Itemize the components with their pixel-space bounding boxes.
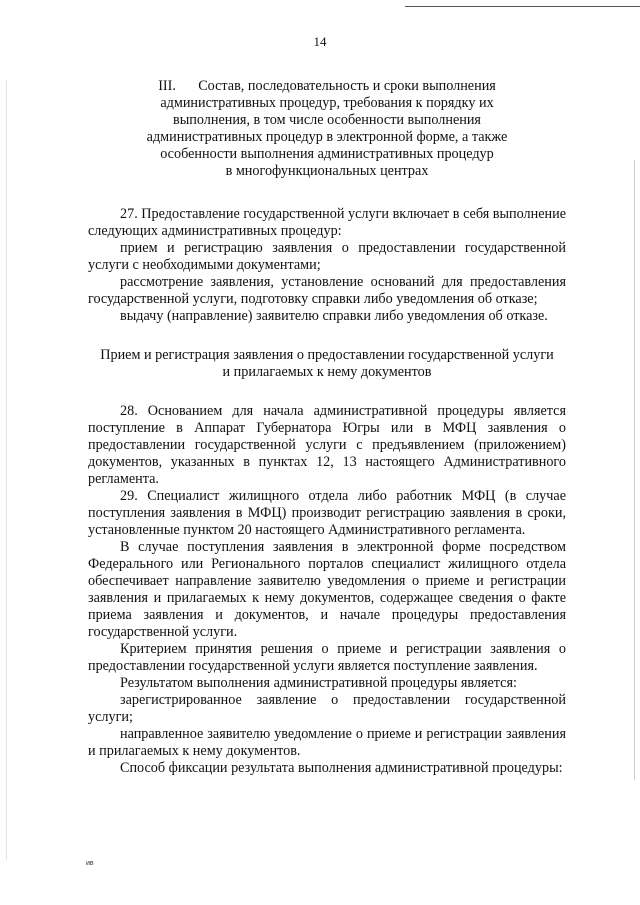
subheading-line: Прием и регистрация заявления о предоставлении государственной услуги: [100, 347, 554, 363]
section-heading-line: Состав, последовательность и сроки выполнения: [198, 78, 496, 94]
paragraph: зарегистрированное заявление о предоставлении государственной услуги;: [88, 692, 566, 725]
paragraph: прием и регистрацию заявления о предоставлении государственной услуги с необходимыми документами;: [88, 240, 566, 273]
document-body: [88, 78, 566, 777]
top-rule: [405, 6, 640, 7]
paragraph: Критерием принятия решения о приеме и регистрации заявления о предоставлении государственной услуги является поступление заявления.: [88, 641, 566, 674]
section-heading: [88, 78, 566, 180]
footer-mark: ив: [86, 860, 94, 867]
paragraph: Результатом выполнения административной процедуры является:: [120, 675, 517, 691]
scan-left-edge: [6, 80, 7, 860]
section-heading-line: в многофункциональных центрах: [225, 163, 429, 179]
section-heading-line: особенности выполнения административных процедур: [160, 146, 494, 162]
scan-right-edge: [634, 160, 635, 780]
section-heading-line: выполнения, в том числе особенности выполнения: [173, 112, 481, 128]
paragraph: направленное заявителю уведомление о приеме и регистрации заявления и прилагаемых к нему документов.: [88, 726, 566, 759]
paragraph: 28. Основанием для начала административной процедуры является поступление в Аппарат Губернатора Югры или в МФЦ заявления о предоставлении государственной услуги с предъявлением (приложением) документов, указанных в пунктах 12, 13 настоящего Административного регламента.: [88, 403, 566, 487]
paragraph: 29. Специалист жилищного отдела либо работник МФЦ (в случае поступления заявления в МФЦ) производит регистрацию заявления в сроки, установленные пунктом 20 настоящего Административного регламента.: [88, 488, 566, 538]
section-roman: III.: [158, 78, 176, 94]
section-heading-line: административных процедур в электронной форме, а также: [146, 129, 508, 145]
paragraph: рассмотрение заявления, установление оснований для предоставления государственной услуги, подготовку справки либо уведомления об отказе;: [88, 274, 566, 307]
paragraph: 27. Предоставление государственной услуги включает в себя выполнение следующих административных процедур:: [88, 206, 566, 239]
paragraph: В случае поступления заявления в электронной форме посредством Федерального или Регионального порталов специалист жилищного отдела обеспечивает направление заявителю уведомления о приеме и регистрации заявления и прилагаемых к нему документов, содержащее сведения о факте приема заявления и документов, и начале процедуры предоставления государственной услуги.: [88, 539, 566, 640]
paragraph: Способ фиксации результата выполнения административной процедуры:: [120, 760, 563, 776]
section-heading-line: административных процедур, требования к порядку их: [160, 95, 494, 111]
page-number: 14: [313, 34, 327, 49]
subheading-line: и прилагаемых к нему документов: [222, 364, 432, 380]
paragraph: выдачу (направление) заявителю справки либо уведомления об отказе.: [120, 308, 548, 324]
